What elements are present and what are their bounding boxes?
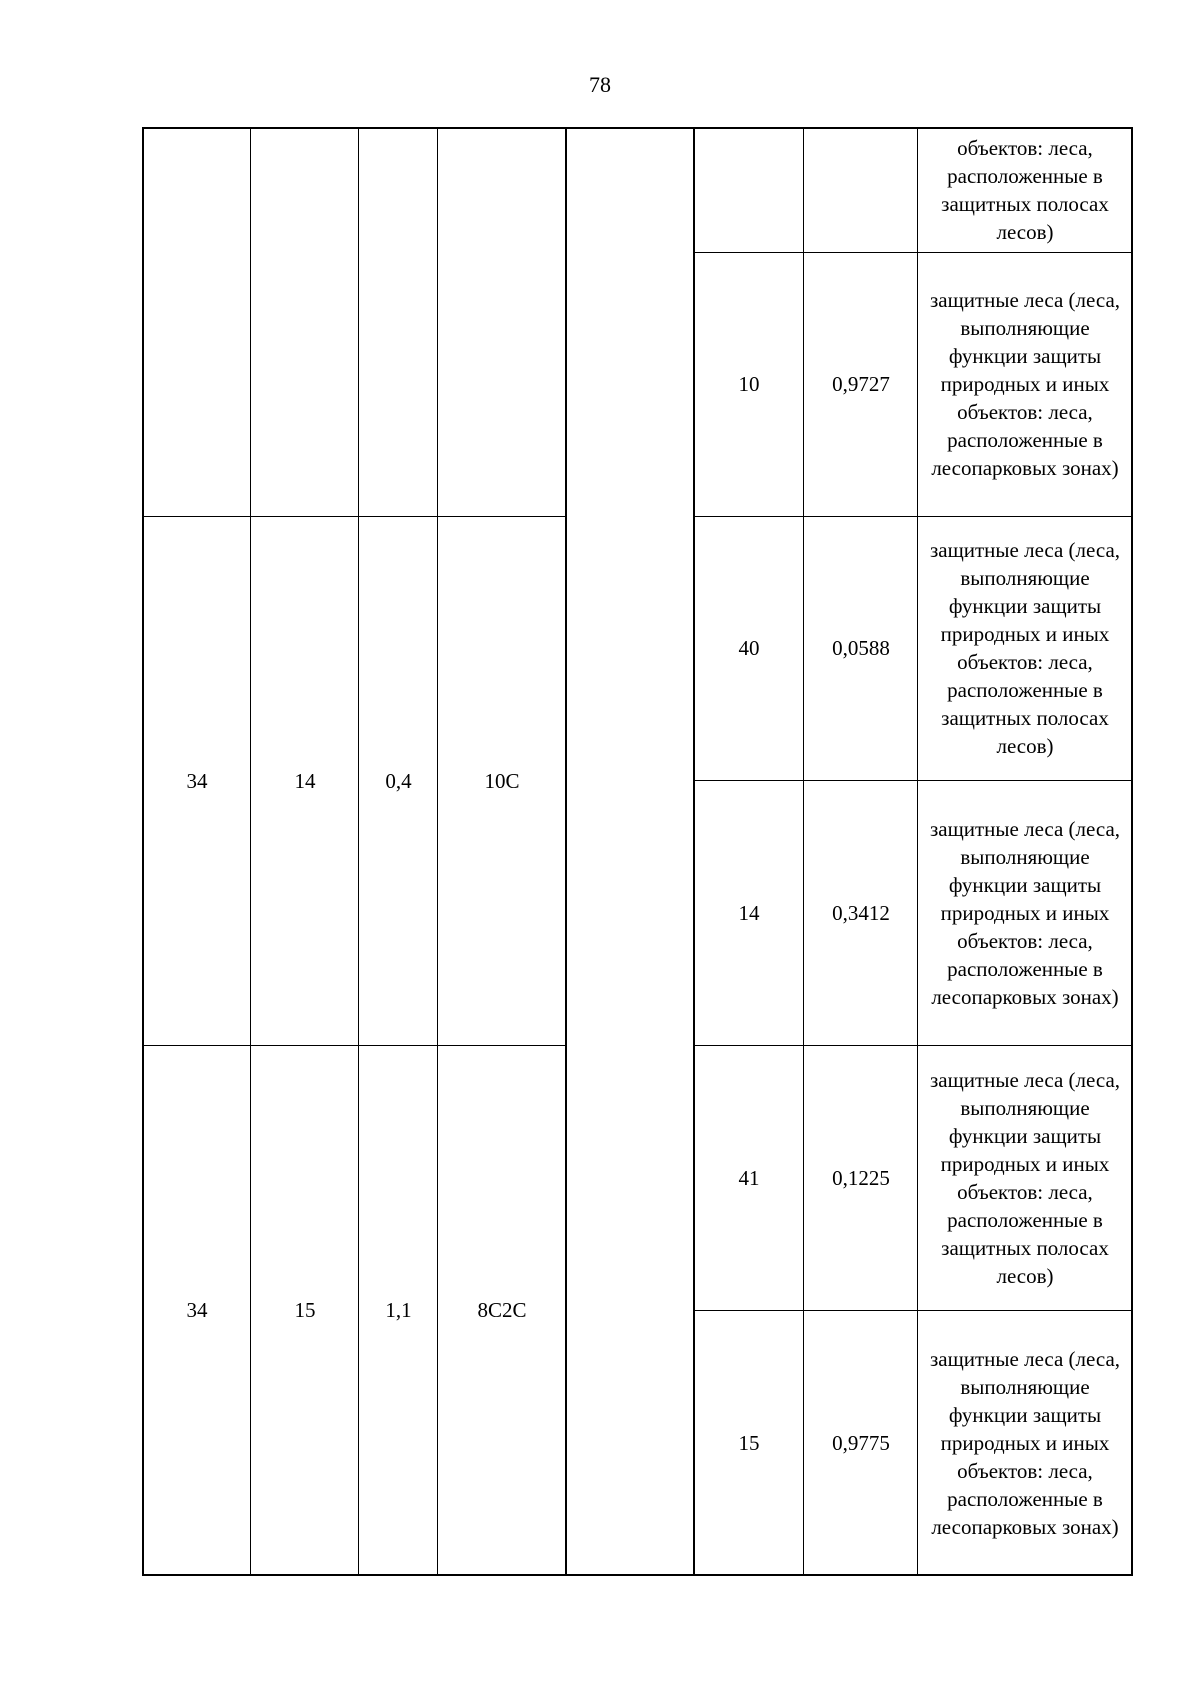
group-cell-area: 1,1 bbox=[385, 1298, 412, 1322]
row-area-cell: 0,3412 bbox=[832, 900, 890, 925]
row-description-cell: защитные леса (леса, выполняющие функции защиты природных и иных объектов: леса, расположенные в лесопарковых зонах) bbox=[929, 288, 1121, 480]
row-description-cell: защитные леса (леса, выполняющие функции защиты природных и иных объектов: леса, расположенные в лесопарковых зонах) bbox=[929, 816, 1121, 1009]
row-number-cell: 40 bbox=[738, 636, 760, 660]
column-divider bbox=[358, 127, 359, 1576]
group-cell-area bbox=[359, 128, 438, 516]
table-border-left bbox=[142, 127, 144, 1576]
row-area-cell: 0,0588 bbox=[832, 636, 890, 660]
row-divider bbox=[694, 516, 1132, 517]
row-number-cell bbox=[694, 128, 804, 252]
group-cell-section: 14 bbox=[294, 768, 316, 793]
row-divider bbox=[694, 252, 1132, 253]
row-description-cell: объектов: леса, расположенные в защитных полосах лесов) bbox=[941, 136, 1109, 244]
page-number: 78 bbox=[589, 72, 611, 97]
group-cell-quarter bbox=[143, 128, 251, 516]
row-description-cell: защитные леса (леса, выполняющие функции защиты природных и иных объектов: леса, расположенные в защитных полосах лесов) bbox=[929, 538, 1121, 758]
row-area-cell bbox=[804, 128, 918, 252]
row-divider bbox=[694, 1310, 1132, 1311]
row-divider bbox=[694, 1045, 1132, 1046]
group-cell-quarter: 34 bbox=[186, 768, 208, 793]
table-border-top bbox=[143, 127, 1133, 129]
row-area-cell: 0,9775 bbox=[832, 1430, 890, 1455]
empty-merged-column bbox=[566, 128, 694, 1575]
group-cell-area: 0,4 bbox=[385, 768, 412, 793]
column-divider bbox=[437, 127, 438, 1576]
group-cell-composition: 8С2С bbox=[477, 1298, 527, 1322]
group-cell-composition: 10С bbox=[484, 768, 520, 793]
column-divider bbox=[693, 127, 695, 1576]
column-divider bbox=[803, 127, 804, 1576]
row-divider bbox=[143, 1045, 566, 1046]
table-border-right bbox=[1131, 127, 1133, 1576]
row-divider bbox=[143, 516, 566, 517]
row-description-cell: защитные леса (леса, выполняющие функции защиты природных и иных объектов: леса, расположенные в лесопарковых зонах) bbox=[929, 1346, 1121, 1539]
group-cell-section: 15 bbox=[294, 1298, 316, 1322]
group-cell-composition bbox=[438, 128, 566, 516]
row-number-cell: 10 bbox=[738, 372, 760, 396]
row-area-cell: 0,1225 bbox=[832, 1165, 890, 1190]
column-divider bbox=[565, 127, 567, 1576]
column-divider bbox=[250, 127, 251, 1576]
row-description-cell: защитные леса (леса, выполняющие функции защиты природных и иных объектов: леса, расположенные в защитных полосах лесов) bbox=[929, 1067, 1121, 1288]
column-divider bbox=[917, 127, 918, 1576]
group-cell-quarter: 34 bbox=[186, 1298, 208, 1322]
row-number-cell: 15 bbox=[738, 1430, 760, 1455]
table-border-bottom bbox=[143, 1574, 1133, 1576]
row-number-cell: 14 bbox=[738, 900, 760, 925]
row-area-cell: 0,9727 bbox=[832, 372, 890, 396]
row-number-cell: 41 bbox=[738, 1165, 760, 1190]
group-cell-section bbox=[251, 128, 359, 516]
row-divider bbox=[694, 780, 1132, 781]
